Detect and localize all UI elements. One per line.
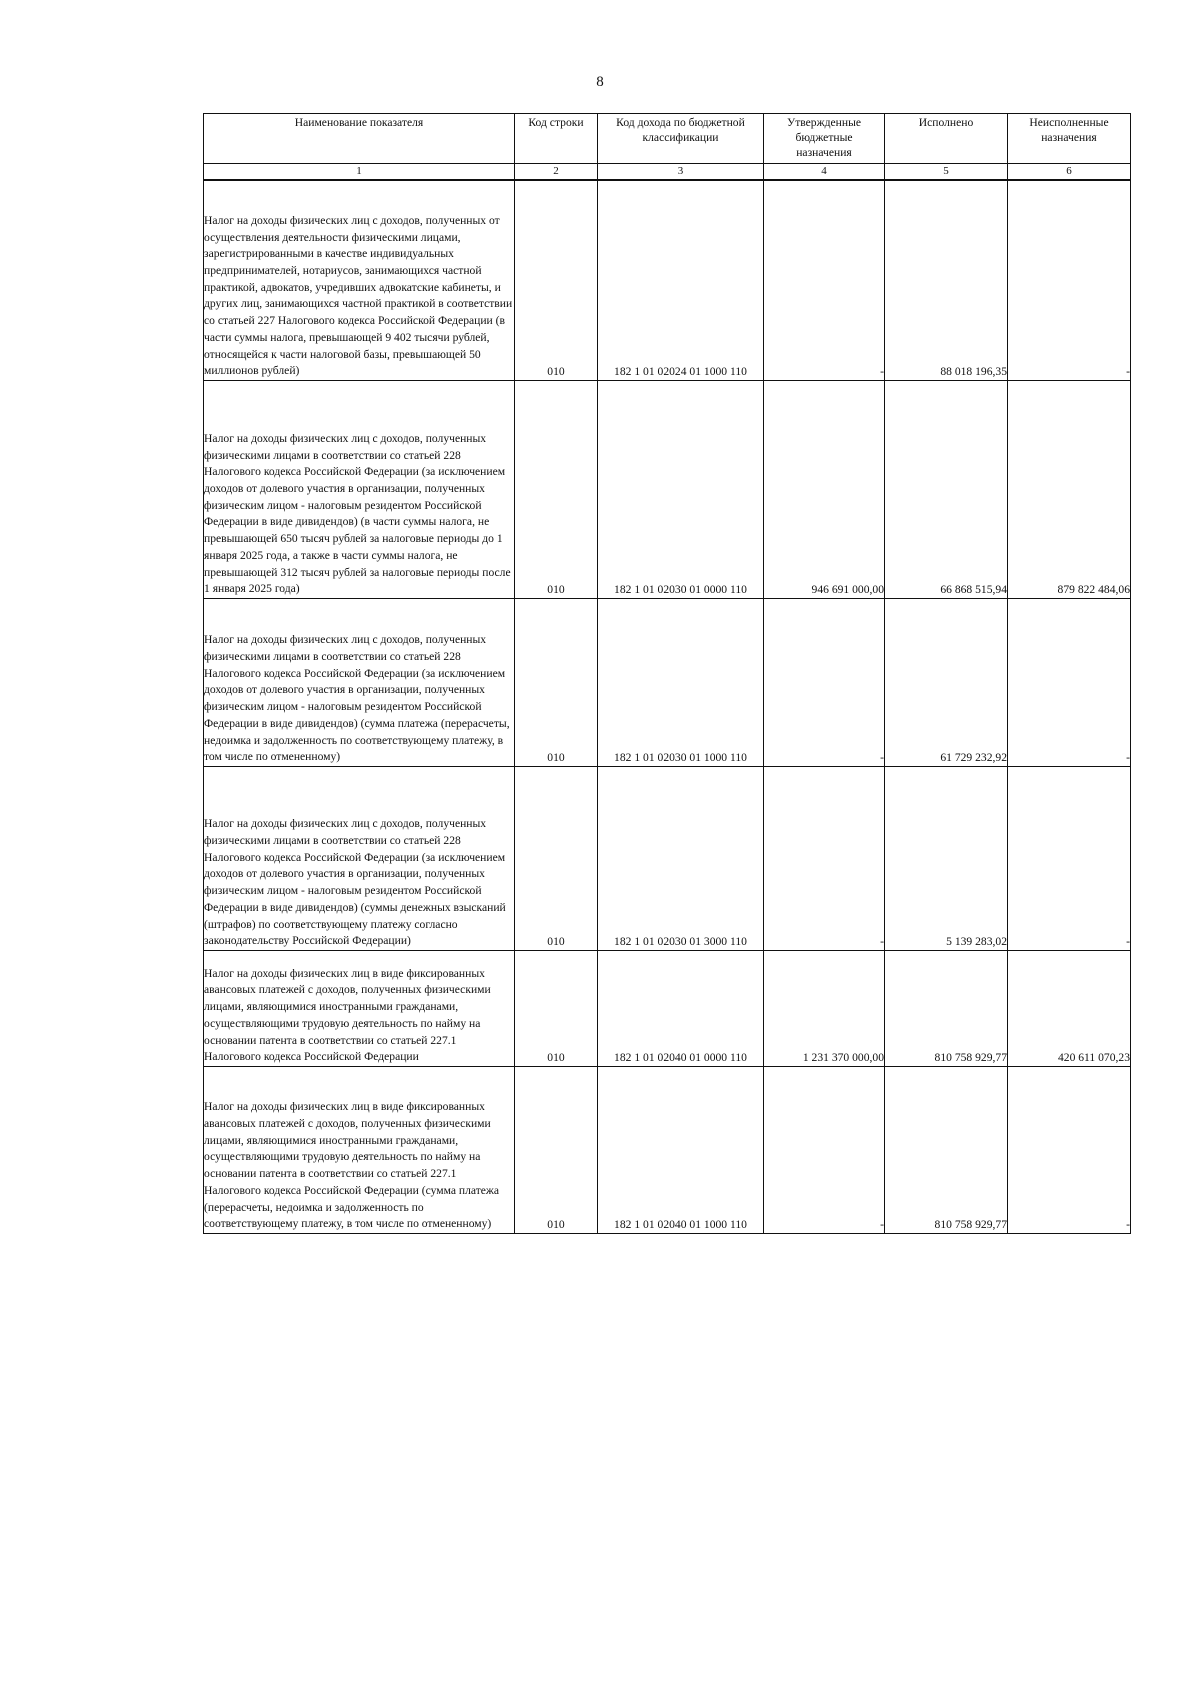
line-code: 010 xyxy=(515,180,598,381)
line-code: 010 xyxy=(515,767,598,951)
approved-amount: - xyxy=(764,767,885,951)
indicator-name: Налог на доходы физических лиц с доходов, полученных физическими лицами в соответствии со статьей 228 Налогового кодекса Российской Федерации (за исключением доходов от долевого участия в организации, полученных физическим лицом - налоговым резидентом Российской Федерации в виде дивидендов) (сумма платежа (перерасчеты, недоимка и задолженность по соответствующему платежу, в том числе по отмененному) xyxy=(204,599,515,767)
kbk-code: 182 1 01 02030 01 3000 110 xyxy=(598,767,764,951)
line-code: 010 xyxy=(515,381,598,599)
executed-amount: 66 868 515,94 xyxy=(885,381,1008,599)
executed-amount: 810 758 929,77 xyxy=(885,951,1008,1067)
column-number: 5 xyxy=(885,164,1008,180)
column-number: 1 xyxy=(204,164,515,180)
header-unexecuted: Неисполненные назначения xyxy=(1008,114,1131,164)
table-row xyxy=(204,599,1131,767)
header-indicator-name: Наименование показателя xyxy=(204,114,515,164)
indicator-name: Налог на доходы физических лиц с доходов, полученных физическими лицами в соответствии со статьей 228 Налогового кодекса Российской Федерации (за исключением доходов от долевого участия в организации, полученных физическим лицом - налоговым резидентом Российской Федерации в виде дивидендов) (в части суммы налога, не превышающей 650 тысяч рублей за налоговые периоды до 1 января 2025 года, а также в части суммы налога, не превышающей 312 тысяч рублей за налоговые периоды после 1 января 2025 года) xyxy=(204,381,515,599)
kbk-code: 182 1 01 02024 01 1000 110 xyxy=(598,180,764,381)
unexecuted-amount: 420 611 070,23 xyxy=(1008,951,1131,1067)
approved-amount: - xyxy=(764,1067,885,1234)
indicator-name: Налог на доходы физических лиц в виде фиксированных авансовых платежей с доходов, полученных физическими лицами, являющимися иностранными гражданами, осуществляющими трудовую деятельность по найму на основании патента в соответствии со статьей 227.1 Налогового кодекса Российской Федерации xyxy=(204,951,515,1067)
table-row xyxy=(204,951,1131,1067)
indicator-name: Налог на доходы физических лиц в виде фиксированных авансовых платежей с доходов, полученных физическими лицами, являющимися иностранными гражданами, осуществляющими трудовую деятельность по найму на основании патента в соответствии со статьей 227.1 Налогового кодекса Российской Федерации (сумма платежа (перерасчеты, недоимка и задолженность по соответствующему платежу, в том числе по отмененному) xyxy=(204,1067,515,1234)
line-code: 010 xyxy=(515,599,598,767)
column-numbers-row xyxy=(204,164,1131,180)
approved-amount: 1 231 370 000,00 xyxy=(764,951,885,1067)
unexecuted-amount: - xyxy=(1008,767,1131,951)
executed-amount: 5 139 283,02 xyxy=(885,767,1008,951)
approved-amount: - xyxy=(764,180,885,381)
unexecuted-amount: 879 822 484,06 xyxy=(1008,381,1131,599)
header-kbk: Код дохода по бюджетной классификации xyxy=(598,114,764,164)
column-number: 3 xyxy=(598,164,764,180)
revenue-report-table xyxy=(203,113,1131,1234)
kbk-code: 182 1 01 02040 01 0000 110 xyxy=(598,951,764,1067)
line-code: 010 xyxy=(515,951,598,1067)
unexecuted-amount: - xyxy=(1008,599,1131,767)
kbk-code: 182 1 01 02030 01 0000 110 xyxy=(598,381,764,599)
unexecuted-amount: - xyxy=(1008,180,1131,381)
executed-amount: 88 018 196,35 xyxy=(885,180,1008,381)
kbk-code: 182 1 01 02040 01 1000 110 xyxy=(598,1067,764,1234)
column-number: 6 xyxy=(1008,164,1131,180)
line-code: 010 xyxy=(515,1067,598,1234)
approved-amount: - xyxy=(764,599,885,767)
approved-amount: 946 691 000,00 xyxy=(764,381,885,599)
column-number: 2 xyxy=(515,164,598,180)
table-row xyxy=(204,180,1131,381)
indicator-name: Налог на доходы физических лиц с доходов, полученных физическими лицами в соответствии со статьей 228 Налогового кодекса Российской Федерации (за исключением доходов от долевого участия в организации, полученных физическим лицом - налоговым резидентом Российской Федерации в виде дивидендов) (суммы денежных взысканий (штрафов) по соответствующему платежу согласно законодательству Российской Федерации) xyxy=(204,767,515,951)
page-number: 8 xyxy=(596,74,604,90)
table-header-row xyxy=(204,114,1131,164)
table-row xyxy=(204,767,1131,951)
indicator-name: Налог на доходы физических лиц с доходов, полученных от осуществления деятельности физическими лицами, зарегистрированными в качестве индивидуальных предпринимателей, нотариусов, занимающихся частной практикой, адвокатов, учредивших адвокатские кабинеты, и других лиц, занимающихся частной практикой в соответствии со статьей 227 Налогового кодекса Российской Федерации (в части суммы налога, превышающей 9 402 тысячи рублей, относящейся к части налоговой базы, превышающей 50 миллионов рублей) xyxy=(204,180,515,381)
executed-amount: 810 758 929,77 xyxy=(885,1067,1008,1234)
executed-amount: 61 729 232,92 xyxy=(885,599,1008,767)
unexecuted-amount: - xyxy=(1008,1067,1131,1234)
header-executed: Исполнено xyxy=(885,114,1008,164)
header-approved: Утвержденные бюджетные назначения xyxy=(764,114,885,164)
table-row xyxy=(204,381,1131,599)
table-row xyxy=(204,1067,1131,1234)
column-number: 4 xyxy=(764,164,885,180)
kbk-code: 182 1 01 02030 01 1000 110 xyxy=(598,599,764,767)
header-line-code: Код строки xyxy=(515,114,598,164)
